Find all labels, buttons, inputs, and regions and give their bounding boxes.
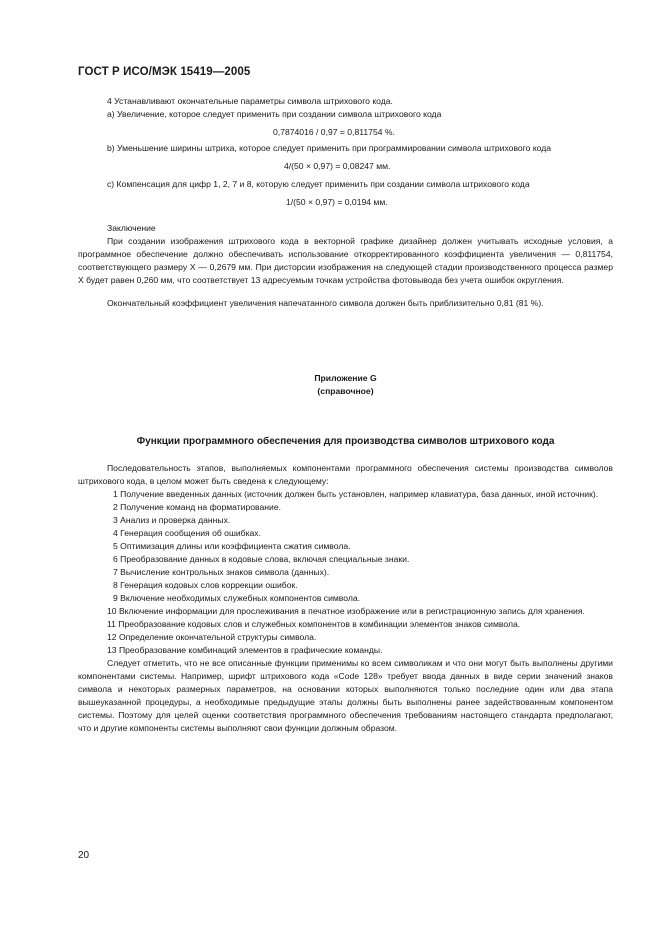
step-4-text: 4 Устанавливают окончательные параметры символа штрихового кода. bbox=[107, 96, 393, 106]
list-item: 11 Преобразование кодовых слов и служебных компонентов в комбинации элементов знаков символа. bbox=[107, 619, 521, 629]
conclusion-heading: Заключение bbox=[107, 223, 156, 233]
list-item: 2 Получение команд на форматирование. bbox=[113, 502, 281, 512]
document-header: ГОСТ Р ИСО/МЭК 15419—2005 bbox=[78, 66, 251, 78]
closing-paragraph: Следует отметить, что не все описанные функции применимы ко всем символикам и что они могут быть выполнены другими компонентами системы. Например, шрифт штрихового кода «Code 128» требует ввода данных в виде серии значений знаков символа и некоторых размерных параметров, на основании которых выполняются только последние один или два этапа вышеуказанной процедуры, а необходимые предыдущие этапы должны быть выполнены ранее задействованным компонентом системы. Поэтому для целей оценки соответствия программного обеспечения требованиям настоящего стандарта предполагают, что и другие компоненты системы выполняют свои функции должным образом. bbox=[78, 658, 613, 733]
list-item: 5 Оптимизация длины или коэффициента сжатия символа. bbox=[113, 541, 351, 551]
function-list bbox=[78, 488, 613, 735]
list-item: 3 Анализ и проверка данных. bbox=[113, 515, 231, 525]
list-item: 7 Вычисление контрольных знаков символа (данных). bbox=[113, 567, 330, 577]
conclusion-paragraph-2: Окончательный коэффициент увеличения напечатанного символа должен быть приблизительно 0,81 (81 %). bbox=[107, 298, 544, 308]
appendix-intro: Последовательность этапов, выполняемых компонентами программного обеспечения системы производства символов штрихового кода, в целом может быть сведена к следующему: bbox=[78, 463, 613, 486]
list-item: 4 Генерация сообщения об ошибках. bbox=[113, 528, 261, 538]
list-item: 1 Получение введенных данных (источник должен быть установлен, например клавиатура, база данных, иной источник). bbox=[113, 489, 599, 499]
appendix-heading: Функции программного обеспечения для производства символов штрихового кода bbox=[136, 436, 555, 447]
formula-b: 4/(50 × 0,97) = 0,08247 мм. bbox=[284, 161, 391, 171]
list-item: 9 Включение необходимых служебных компонентов символа. bbox=[113, 593, 361, 603]
page-number: 20 bbox=[78, 850, 90, 861]
step-a-label: a) Увеличение, которое следует применить при создании символа штрихового кода bbox=[107, 109, 442, 119]
step-b-label: b) Уменьшение ширины штриха, которое следует применить при программировании символа штрихового кода bbox=[107, 143, 552, 153]
list-item: 8 Генерация кодовых слов коррекции ошибок. bbox=[113, 580, 298, 590]
formula-c: 1/(50 × 0,97) = 0,0194 мм. bbox=[286, 197, 388, 207]
step-c-label: c) Компенсация для цифр 1, 2, 7 и 8, которую следует применить при создании символа штрихового кода bbox=[107, 179, 530, 189]
formula-a: 0,7874016 / 0,97 = 0,811754 %. bbox=[273, 127, 395, 137]
conclusion-paragraph-1: При создании изображения штрихового кода в векторной графике дизайнер должен учитывать исходные условия, а программное обеспечение должно обеспечивать использование откорректированного коэффициента увеличения — 0,811754, соответствующего размеру X — 0,2679 мм. При дисторсии изображения на следующей стадии производственного процесса размер X будет равен 0,260 мм, что соответствует 13 адресуемым точкам устройства фотовывода без учета ошибок округления. bbox=[78, 236, 613, 285]
list-item: 10 Включение информации для прослеживания в печатное изображение или в регистрационную запись для хранения. bbox=[107, 606, 585, 616]
appendix-subtitle: (справочное) bbox=[317, 386, 374, 396]
list-item: 12 Определение окончательной структуры символа. bbox=[107, 632, 317, 642]
list-item: 13 Преобразование комбинаций элементов в графические команды. bbox=[107, 645, 383, 655]
appendix-title: Приложение G bbox=[314, 373, 377, 383]
list-item: 6 Преобразование данных в кодовые слова, включая специальные знаки. bbox=[113, 554, 410, 564]
